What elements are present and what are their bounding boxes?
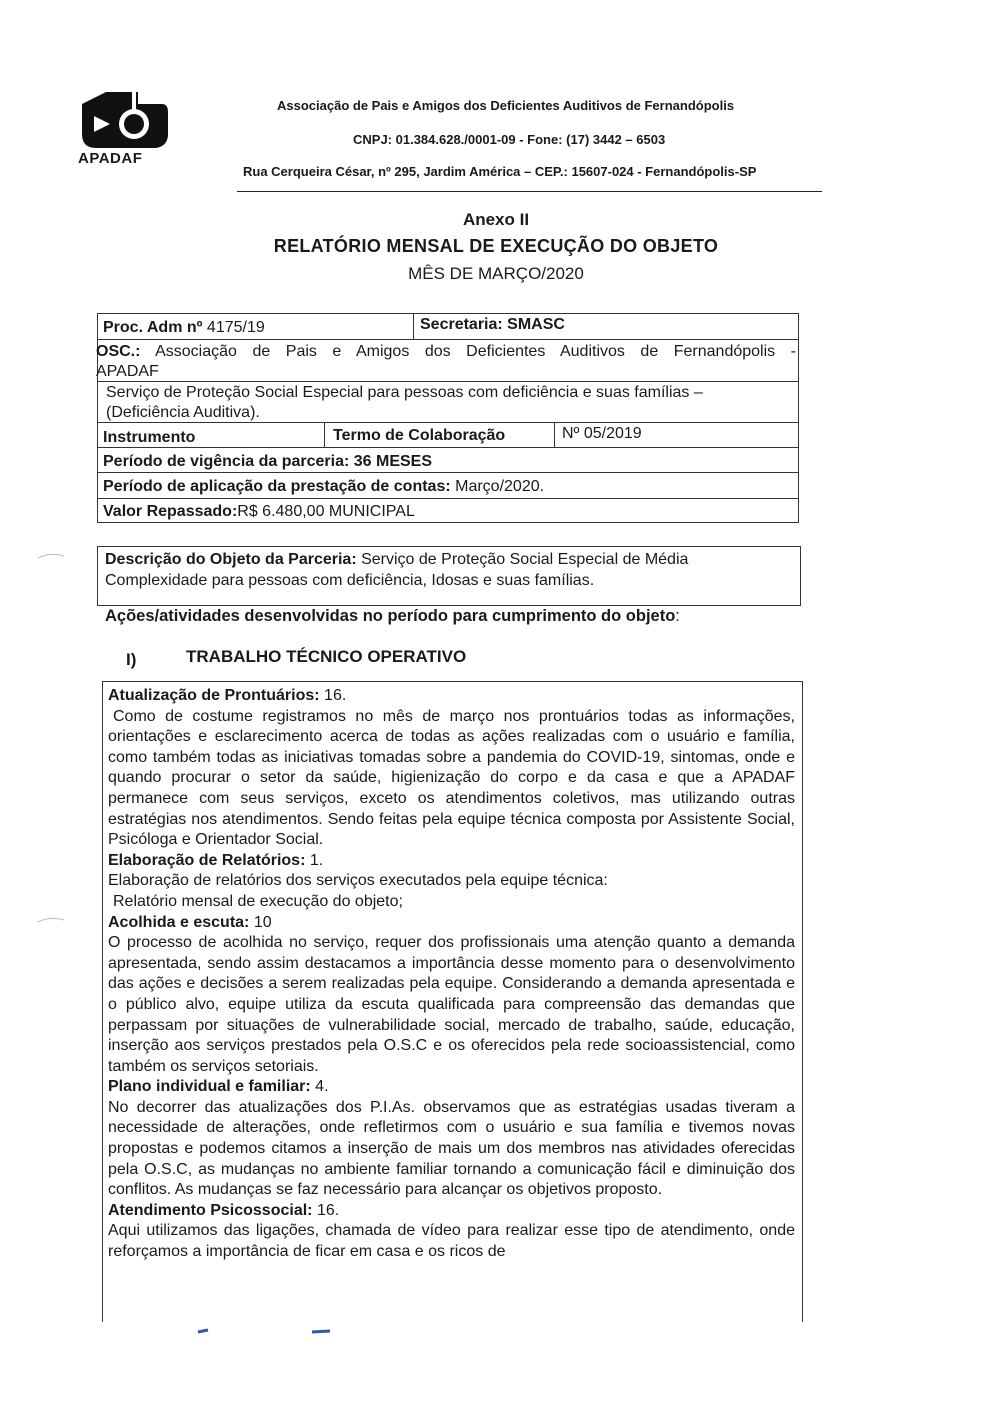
table-rule — [97, 498, 799, 499]
proc-cell — [103, 318, 265, 338]
annex-title: Anexo II — [462, 210, 530, 229]
relatorios-count: 1. — [305, 851, 324, 869]
relatorios-label: Elaboração de Relatórios: — [108, 851, 306, 869]
objeto-line-1 — [105, 550, 688, 570]
section-title: TRABALHO TÉCNICO OPERATIVO — [186, 647, 467, 666]
cnpj-line: CNPJ: 01.384.628./0001-09 - Fone: (17) 3442 – 6503 — [353, 132, 666, 147]
valor-cell — [103, 502, 415, 522]
relatorios-text-2: Relatório mensal de execução do objeto; — [113, 892, 403, 910]
aplicacao-cell — [103, 477, 544, 497]
plano-heading — [108, 1077, 795, 1098]
relatorios-heading — [108, 851, 795, 872]
logo-text: APADAF — [78, 150, 143, 167]
plano-label: Plano individual e familiar: — [108, 1078, 311, 1096]
prontuarios-text: Como de costume registramos no mês de março nos prontuários todas as informações, orientações e esclarecimento acerca de todas as ações realizadas com o usuário e família, como também todas as iniciativas tomadas sobre a pandemia do COVID-19, sintomas, onde e quando procurar o setor da saúde, higienização do corpo e da casa e que a APADAF permanece com seus serviços, exceto os atendimentos coletivos, mas utilizando outras estratégias nos atendimentos. Sendo feitas pela equipe técnica composta por Assistente Social, Psicóloga e Orientador Social. — [108, 707, 795, 849]
aplicacao-label: Período de aplicação da prestação de contas: — [103, 478, 451, 495]
table-rule — [97, 381, 799, 382]
table-rule — [97, 472, 799, 473]
activities-content — [108, 686, 795, 1263]
header-divider — [237, 191, 822, 192]
table-rule — [324, 422, 325, 447]
objeto-label: Descrição do Objeto da Parceria: — [105, 551, 357, 568]
psico-text: Aqui utilizamos das ligações, chamada de vídeo para realizar esse tipo de atendimento, onde reforçamos a importância de ficar em casa e os ricos de — [108, 1222, 795, 1261]
objeto-text-1: Serviço de Proteção Social Especial de Média — [356, 551, 689, 568]
psico-heading — [108, 1201, 795, 1222]
proc-label: Proc. Adm nº — [103, 319, 203, 336]
address-line: Rua Cerqueira César, nº 295, Jardim América – CEP.: 15607-024 - Fernandópolis-SP — [243, 164, 757, 179]
osc-line-1 — [96, 342, 796, 362]
table-rule — [413, 313, 414, 339]
acoes-heading-colon: : — [675, 607, 680, 625]
proc-value: 4175/19 — [202, 319, 265, 336]
termo-number: Nº 05/2019 — [562, 425, 642, 442]
prontuarios-label: Atualização de Prontuários: — [108, 687, 320, 704]
prontuarios-count: 16. — [319, 687, 347, 704]
vigencia: Período de vigência da parceria: 36 MESES — [103, 453, 433, 470]
prontuarios-heading — [108, 686, 795, 707]
acolhida-heading — [108, 913, 795, 934]
psico-count: 16. — [312, 1201, 340, 1219]
valor-value: R$ 6.480,00 MUNICIPAL — [237, 503, 415, 520]
acolhida-label: Acolhida e escuta: — [108, 913, 250, 931]
scan-marks — [30, 550, 70, 930]
osc-value-1: Associação de Pais e Amigos dos Deficientes Auditivos de Fernandópolis - — [155, 343, 797, 360]
service-line-1: Serviço de Proteção Social Especial para pessoas com deficiência e suas famílias – — [106, 384, 703, 401]
secretaria-cell — [420, 315, 565, 335]
objeto-text-2: Complexidade para pessoas com deficiência, Idosas e suas famílias. — [105, 572, 595, 589]
report-title: RELATÓRIO MENSAL DE EXECUÇÃO DO OBJETO — [273, 236, 719, 256]
relatorios-text-1: Elaboração de relatórios dos serviços executados pela equipe técnica: — [108, 872, 608, 890]
osc-value-2: APADAF — [96, 363, 159, 380]
valor-label: Valor Repassado: — [103, 503, 238, 520]
table-rule — [97, 447, 799, 448]
scan-marks — [190, 1326, 350, 1340]
aplicacao-value: Março/2020. — [450, 478, 545, 495]
service-line-2: (Deficiência Auditiva). — [106, 404, 260, 421]
acolhida-text: O processo de acolhida no serviço, requer dos profissionais uma atenção quanto a demanda apresentada, sendo assim destacamos a importância desse momento para o desenvolvimento das ações e decisões a serem realizadas pela equipe. Considerando a demanda apresentada e o público alvo, equipe utiliza da escuta qualificada para compreensão das demandas que perpassam por situações de vulnerabilidade social, mercado de trabalho, saúde, educação, inserção aos serviços prestados pela O.S.C e os oferecidos pela rede socioassistencial, como também os serviços setoriais. — [108, 934, 795, 1075]
acoes-heading-text: Ações/atividades desenvolvidas no período para cumprimento do objeto — [105, 607, 676, 625]
secretaria-value: SMASC — [502, 316, 565, 333]
plano-text: No decorrer das atualizações dos P.I.As. observamos que as estratégias usadas tiveram a necessidade de alterações, onde refletirmos com o usuário e sua família e tivemos novas propostas e podemos citamos a inserção de mais um dos membros nas atividades oferecidas pela O.S.C, as mudanças no ambiente familiar tornando a comunicação fácil e diminuição dos conflitos. As mudanças se faz necessário para alcançar os objetivos proposto. — [108, 1098, 795, 1199]
acolhida-count: 10 — [249, 913, 272, 931]
osc-label: OSC.: — [96, 343, 141, 360]
instrumento-label: Instrumento — [103, 429, 196, 446]
psico-label: Atendimento Psicossocial: — [108, 1201, 313, 1219]
table-rule — [97, 339, 799, 340]
plano-count: 4. — [310, 1078, 329, 1096]
report-month: MÊS DE MARÇO/2020 — [408, 264, 584, 283]
section-number: I) — [126, 650, 137, 669]
secretaria-label: Secretaria: — [420, 316, 503, 333]
org-name: Associação de Pais e Amigos dos Deficientes Auditivos de Fernandópolis — [277, 98, 735, 113]
termo-label: Termo de Colaboração — [333, 427, 506, 444]
table-rule — [554, 422, 555, 447]
acoes-heading — [105, 606, 680, 626]
